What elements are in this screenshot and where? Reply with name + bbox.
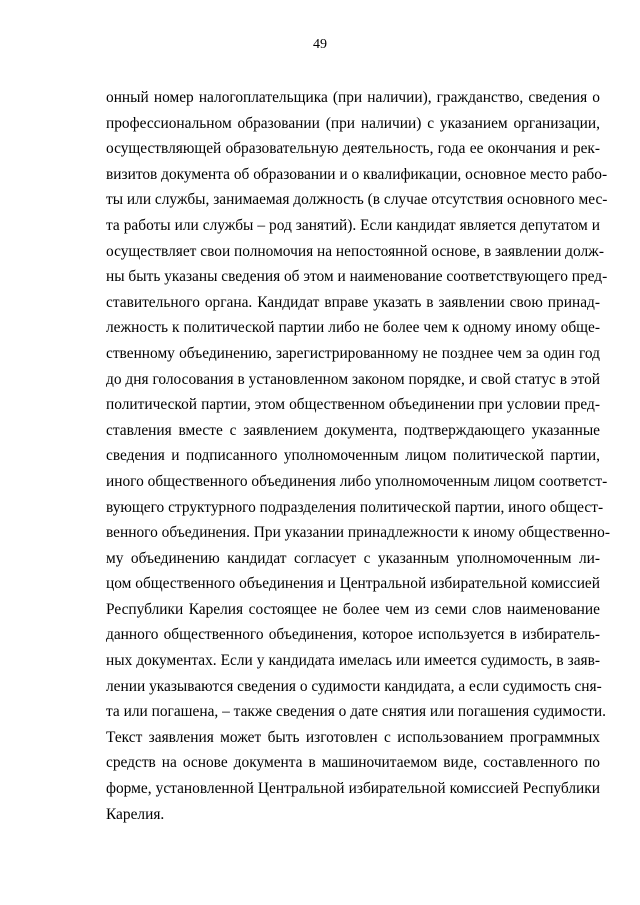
text-line: политической партии, этом общественном объединении при условии пред-	[106, 396, 600, 414]
text-line: му объединению кандидат согласует с указанным уполномоченным ли-	[106, 549, 600, 567]
text-line: Карелия.	[106, 805, 165, 823]
page-number: 49	[313, 37, 327, 52]
text-line: та или погашена, – также сведения о дате снятия или погашения судимости.	[106, 703, 606, 721]
text-line: онный номер налогоплательщика (при наличии), гражданство, сведения о	[106, 89, 600, 106]
text-line: сведения и подписанного уполномоченным лицом политической партии,	[106, 447, 600, 465]
text-line: венного объединения. При указании принадлежности к иному общественно-	[106, 524, 610, 542]
text-line: иного общественного объединения либо уполномоченным лицом соответст-	[106, 472, 608, 490]
text-line: осуществляющей образовательную деятельность, года ее окончания и рек-	[106, 140, 600, 158]
text-line: лежность к политической партии либо не более чем к одному иному обще-	[106, 319, 600, 337]
text-line: ты или службы, занимаемая должность (в случае отсутствия основного мес-	[106, 191, 608, 209]
text-line: та работы или службы – род занятий). Если кандидат является депутатом и	[106, 216, 600, 234]
text-line: вующего структурного подразделения политической партии, иного общест-	[106, 498, 604, 516]
text-line: лении указываются сведения о судимости кандидата, а если судимость сня-	[106, 677, 602, 695]
text-line: визитов документа об образовании и о квалификации, основное место рабо-	[106, 165, 608, 183]
text-line: ных документах. Если у кандидата имелась или имеется судимость, в заяв-	[106, 652, 600, 670]
body-paragraph	[106, 85, 610, 827]
text-line: средств на основе документа в машиночитаемом виде, составленного по	[106, 754, 600, 772]
text-line: осуществляет свои полномочия на непостоянной основе, в заявлении долж-	[106, 242, 604, 260]
text-line: форме, установленной Центральной избирательной комиссией Республики	[106, 780, 600, 798]
text-line: ставления вместе с заявлением документа, подтверждающего указанные	[106, 421, 600, 439]
text-line: Республики Карелия состоящее не более чем из семи слов наименование	[106, 600, 600, 618]
text-line: ны быть указаны сведения об этом и наименование соответствующего пред-	[106, 268, 608, 286]
text-line: ставительного органа. Кандидат вправе указать в заявлении свою принад-	[106, 293, 600, 311]
text-line: профессиональном образовании (при наличии) с указанием организации,	[106, 114, 600, 132]
text-line: Текст заявления может быть изготовлен с использованием программных	[106, 728, 600, 746]
text-line: до дня голосования в установленном законом порядке, и свой статус в этой	[106, 370, 600, 388]
text-line: ственному объединению, зарегистрированному не позднее чем за один год	[106, 344, 600, 362]
text-line: данного общественного объединения, которое используется в избиратель-	[106, 626, 600, 644]
text-line: цом общественного объединения и Центральной избирательной комиссией	[106, 575, 600, 593]
